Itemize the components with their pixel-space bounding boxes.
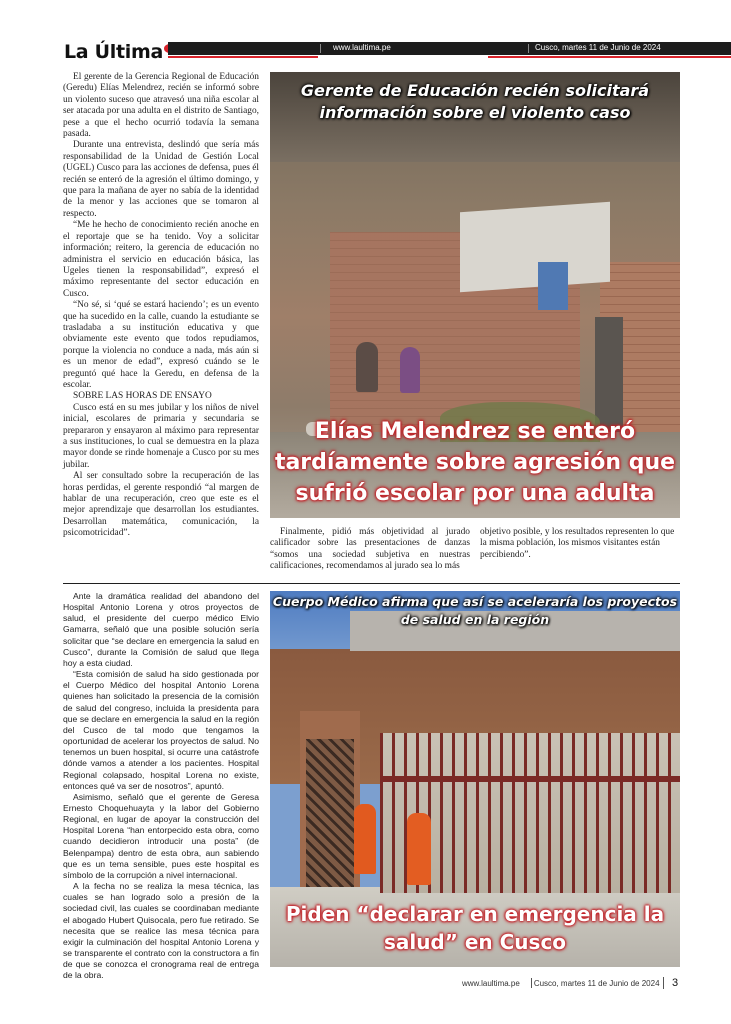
article1-headline: Elías Melendrez se enteró tardíamente sobre agresión que sufrió escolar por una adulta [274,419,676,506]
footer-url: www.laultima.pe [462,979,520,988]
tarp [460,202,610,292]
article1-paragraph: Durante una entrevista, deslindó que sería más responsabilidad de la Unidad de Gestión Local (UGEL) Cusco para las acciones de defensa, pues él recién se enteró de la agresión el último domingo, y que para la mañana de ayer no sabía de la identidad de la menor y las acciones que se tomaron al respecto. [63,140,260,219]
article2-photo-title: Cuerpo Médico afirma que así se aceleraría los proyectos de salud en la región [272,594,678,627]
article1-photo [270,72,680,518]
gate-bar [380,776,680,782]
article1-paragraph: Al ser consultado sobre la recuperación de las horas perdidas, el gerente respondió “al margen de hablar de una recuperación, creo que este es el mejor aprendizaje que desarrollan los estudiantes. Desarrollan matemática, comunicación, la psicomotricidad”. [63,471,259,539]
footer-text [462,979,660,988]
article2-headline: Piden “declarar en emergencia la salud” en Cusco [285,902,665,954]
article1-subheading: SOBRE LAS HORAS DE ENSAYO [73,391,212,402]
person-figure [356,342,378,392]
page-number: 3 [672,977,679,989]
header-red-rule-left [168,56,318,58]
section-divider [63,583,680,584]
worker-figure [354,804,376,874]
header-date: Cusco, martes 11 de Junio de 2024 [535,43,661,52]
footer-date: Cusco, martes 11 de Junio de 2024 [533,979,660,988]
article1-continuation-right [480,527,680,561]
article1-paragraph: objetivo posible, y los resultados representen lo que la misma población, los mismos visitantes están percibiendo”. [480,527,675,560]
article1-continuation-left [270,527,470,573]
footer-separator [531,978,532,988]
newspaper-logo: La Última [64,41,175,63]
article2-photo [270,591,680,967]
article1-photo-title: Gerente de Educación recién solicitará información sobre el violento caso [300,81,650,122]
article1-paragraph: El gerente de la Gerencia Regional de Educación (Geredu) Elías Melendrez, recién se informó sobre un violento suceso que atravesó una niña escolar al ser atacada por una adulta en el distrito de Santiago, pese a que el hecho ocurrió todavía la semana pasada. [63,72,259,140]
article1-paragraph: “No sé, si ‘qué se estará haciendo’; es un evento que ha sucedido en la calle, cuando la estudiante se trasladaba a su institución educativa y que obviamente este evento que todos repudiamos, porque la violencia no conduce a nada, más aún si es un menor de edad”, expresó cuándo se le preguntó qué hace la Geredu, en defensa de la escolar. [63,300,259,390]
article2-paragraph: A la fecha no se realiza la mesa técnica, las cuales se han logrado solo a presión de la sociedad civil, las cuales se coordinaban mediante el abogado Hubert Quisocala, pero fue retirado. Se necesita que se realice las mesa técnica para exigir la culminación del hospital Antonio Lorena y se transparente el contrato con la constructora a fin de que se conozca el cronograma real de entrega de la obra. [63,881,259,981]
header-red-rule-right [488,56,731,58]
article2-paragraph: Asimismo, señaló que el gerente de Geresa Ernesto Choquehuayta y la labor del Gobierno Regional, en lugar de apoyar la construcción del Hospital Lorena “han entorpecido esta obra, como cuando decidieron introducir una posta” (de Belenpampa) dentro de esta obra, aun sabiendo que es un tema sensible, pues este hospital es símbolo de la corrupción a nivel internacional. [63,791,259,880]
door [306,739,354,887]
blue-sign [538,262,568,310]
article2-paragraph: “Esta comisión de salud ha sido gestionada por el Cuerpo Médico del hospital Antonio Lorena quienes han solicitado la presencia de la comisión de salud del congreso, incluida la presidenta para que se declare en emergencia la salud en la región del Cusco de tal modo que tengamos la oportunidad de acelerar los proyectos de salud. No tenemos un buen hospital, si ocurre una catástrofe dónde vamos a atender a los pacientes. Hospital Regional colapsado, hospital Lorena no existe, entonces qué va ser de nosotros”, apuntó. [63,669,259,791]
header-url: www.laultima.pe [333,43,391,52]
header-separator [320,44,321,53]
child-figure [400,347,420,393]
header-separator [528,44,529,53]
worker-figure [407,813,431,885]
article1-paragraph: “Me he hecho de conocimiento recién anoche en el reportaje que se ha tenido. Voy a solicitar información; reitero, la gerencia de educación no administra el servicio en educación básica, las Ugeles tienen la responsabilidad”, expresó el máximo representante del sector educación en Cusco. [63,220,259,299]
article1-paragraph: Finalmente, pidió más objetividad al jurado calificador sobre las presentaciones de danzas “somos una sociedad subjetiva en nuestras calificaciones, recomendamos al jurado sea lo más [270,527,470,572]
article1-paragraph: Cusco está en su mes jubilar y los niños de nivel inicial, escolares de primaria y secundaria se prepararon y ensayaron al máximo para representar a sus instituciones, lo cual se demuestra en la plaza mayor donde se rinde homenaje a Cusco por su mes jubilar. [63,402,259,470]
article1-body [63,72,259,540]
article2-paragraph: Ante la dramática realidad del abandono del Hospital Antonio Lorena y otros proyectos de salud, el presidente del cuerpo médico Elvio Gamarra, señaló que una posible solución sería solicitar que “se declare en emergencia la salud en Cusco”, durante la Comisión de salud que llega hoy a esta ciudad. [63,591,259,668]
footer-separator [663,977,664,989]
article2-body [63,591,259,981]
